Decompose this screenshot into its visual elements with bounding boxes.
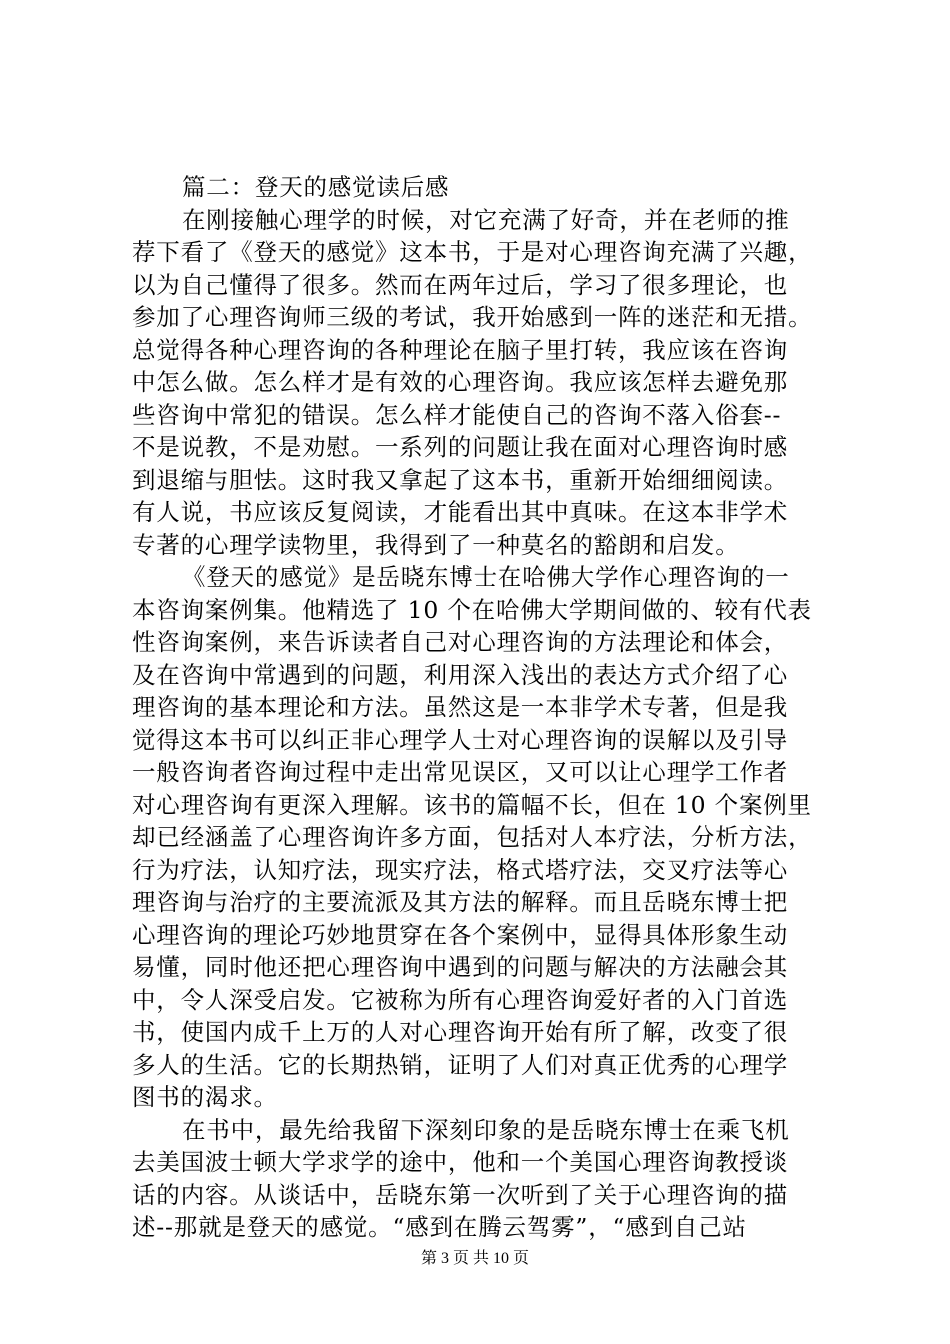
- text-line: 多人的生活。它的长期热销，证明了人们对真正优秀的心理学: [132, 1050, 789, 1079]
- text-line: 到退缩与胆怯。这时我又拿起了这本书，重新开始细细阅读。: [132, 465, 789, 494]
- text-line: 以为自己懂得了很多。然而在两年过后，学习了很多理论，也: [132, 270, 789, 299]
- text-line: 本咨询案例集。他精选了 10 个在哈佛大学期间做的、较有代表: [132, 595, 812, 624]
- text-line: 及在咨询中常遇到的问题，利用深入浅出的表达方式介绍了心: [132, 660, 789, 689]
- text-line: 述--那就是登天的感觉。“感到在腾云驾雾”，“感到自己站: [132, 1213, 747, 1241]
- text-line: 心理咨询的理论巧妙地贯穿在各个案例中，显得具体形象生动: [132, 920, 789, 949]
- text-line: 觉得这本书可以纠正非心理学人士对心理咨询的误解以及引导: [132, 725, 789, 754]
- page-footer: 第 3 页 共 10 页: [420, 1250, 529, 1267]
- text-line: 《登天的感觉》是岳晓东博士在哈佛大学作心理咨询的一: [182, 563, 790, 591]
- text-line: 理咨询的基本理论和方法。虽然这是一本非学术专著，但是我: [132, 693, 789, 721]
- text-line: 不是说教，不是劝慰。一系列的问题让我在面对心理咨询时感: [132, 433, 789, 461]
- text-line: 中怎么做。怎么样才是有效的心理咨询。我应该怎样去避免那: [132, 368, 789, 396]
- text-line: 去美国波士顿大学求学的途中，他和一个美国心理咨询教授谈: [132, 1148, 789, 1176]
- document-body: [132, 171, 822, 1244]
- text-line: 在刚接触心理学的时候，对它充满了好奇，并在老师的推: [182, 205, 790, 234]
- text-line: 行为疗法，认知疗法，现实疗法，格式塔疗法，交叉疗法等心: [132, 855, 789, 884]
- text-line: 些咨询中常犯的错误。怎么样才能使自己的咨询不落入俗套--: [132, 400, 782, 429]
- text-line: 总觉得各种心理咨询的各种理论在脑子里打转，我应该在咨询: [132, 335, 789, 364]
- text-line: 中，令人深受启发。它被称为所有心理咨询爱好者的入门首选: [132, 985, 789, 1014]
- text-line: 在书中，最先给我留下深刻印象的是岳晓东博士在乘飞机: [182, 1115, 790, 1144]
- text-line: 参加了心理咨询师三级的考试，我开始感到一阵的迷茫和无措。: [132, 303, 813, 331]
- text-line: 却已经涵盖了心理咨询许多方面，包括对人本疗法，分析方法，: [132, 823, 813, 851]
- text-line: 荐下看了《登天的感觉》这本书，于是对心理咨询充满了兴趣，: [132, 238, 813, 266]
- text-line: 理咨询与治疗的主要流派及其方法的解释。而且岳晓东博士把: [132, 888, 789, 916]
- text-line: 书，使国内成千上万的人对心理咨询开始有所了解，改变了很: [132, 1018, 789, 1046]
- text-line: 话的内容。从谈话中，岳晓东第一次听到了关于心理咨询的描: [132, 1180, 789, 1209]
- text-line: 有人说，书应该反复阅读，才能看出其中真味。在这本非学术: [132, 498, 789, 526]
- section-title: 篇二：登天的感觉读后感: [182, 173, 450, 201]
- text-line: 图书的渴求。: [132, 1083, 278, 1111]
- text-line: 性咨询案例，来告诉读者自己对心理咨询的方法理论和体会，: [132, 628, 789, 656]
- text-line: 一般咨询者咨询过程中走出常见误区，又可以让心理学工作者: [132, 758, 789, 786]
- text-line: 专著的心理学读物里，我得到了一种莫名的豁朗和启发。: [132, 530, 740, 559]
- text-line: 易懂，同时他还把心理咨询中遇到的问题与解决的方法融会其: [132, 953, 789, 981]
- text-line: 对心理咨询有更深入理解。该书的篇幅不长，但在 10 个案例里: [132, 790, 812, 819]
